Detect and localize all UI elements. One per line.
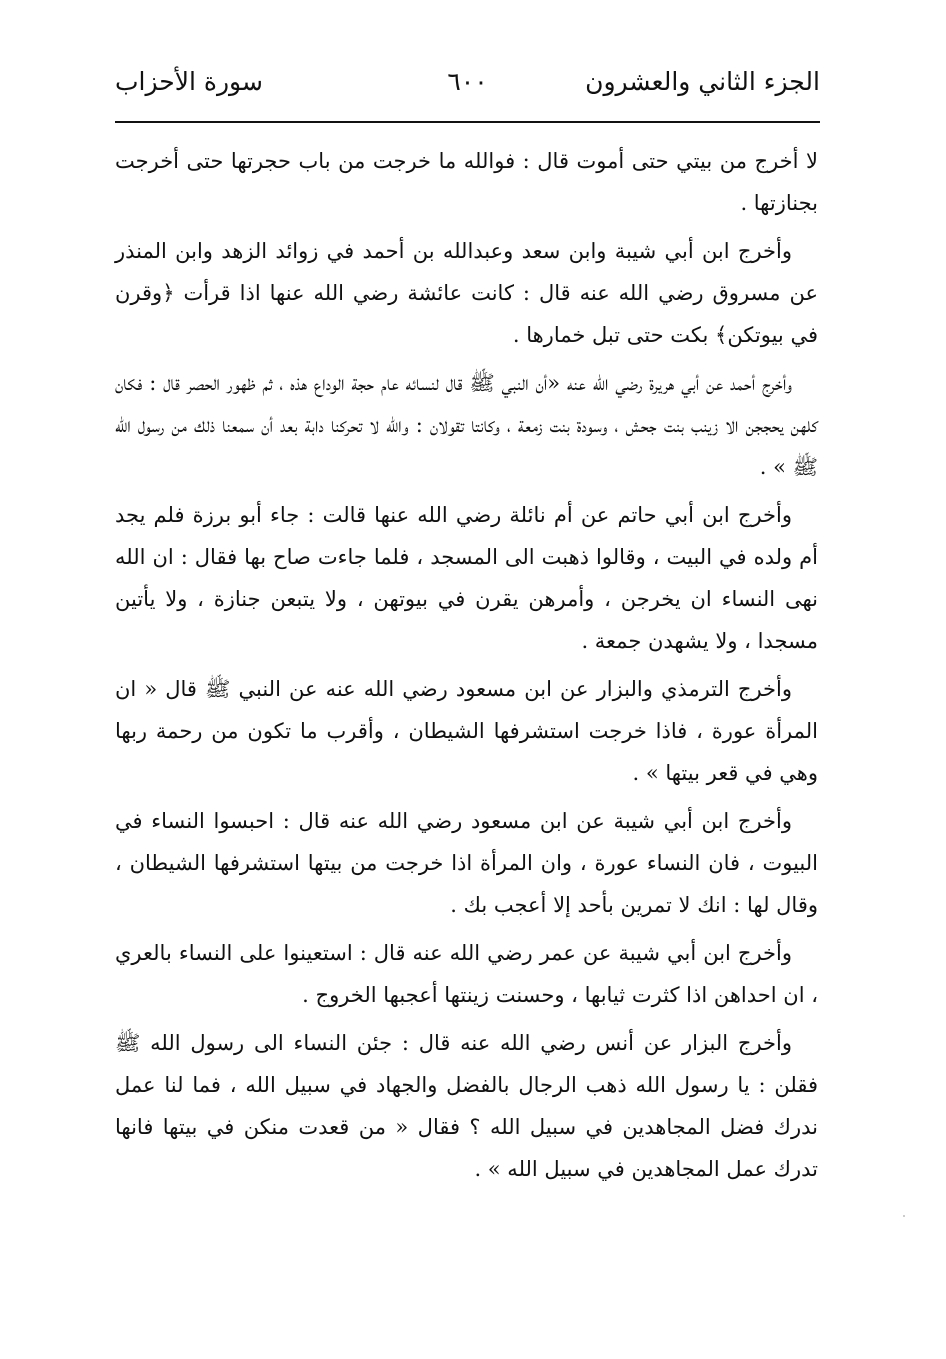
surah-title: سورة الأحزاب — [115, 67, 263, 96]
header-divider — [115, 121, 820, 123]
part-title: الجزء الثاني والعشرون — [585, 67, 820, 96]
paragraph: وأخرج ابن أبي شيبة عن ابن مسعود رضي الله عنه قال : احبسوا النساء في البيوت ، فان النساء عورة ، وان المرأة اذا خرجت من بيتها استشرفها الشيطان ، وقال لها : انك لا تمرين بأحد إلا أعجب بك . — [115, 809, 818, 917]
paragraph: وأخرج أحمد عن أبي هريرة رضي الله عنه «أن النبي ﷺ قال لنسائه عام حجة الوداع هذه ، ثم ظهور الحصر قال : فكان كلهن يحججن الا زينب بنت جحش ، وسودة بنت زمعة ، وكانتا تقولان : والله لا تحركنا دابة بعد أن سمعنا ذلك من رسول الله ﷺ » . — [115, 371, 818, 479]
paragraph: وأخرج البزار عن أنس رضي الله عنه قال : جئن النساء الى رسول الله ﷺ فقلن : يا رسول الله ذهب الرجال بالفضل والجهاد في سبيل الله ، فما لنا عمل ندرك فضل المجاهدين في سبيل الله ؟ فقال « من قعدت منكن في بيتها فانها تدرك عمل المجاهدين في سبيل الله » . — [115, 1031, 818, 1181]
scan-speck — [903, 1215, 905, 1217]
paragraph: وأخرج ابن أبي شيبة عن عمر رضي الله عنه قال : استعينوا على النساء بالعري ، ان احداهن اذا كثرت ثيابها ، وحسنت زينتها أعجبها الخروج . — [115, 941, 818, 1007]
page-number: ٦٠٠ — [447, 67, 488, 96]
running-header — [115, 62, 820, 106]
paragraph: وأخرج ابن أبي حاتم عن أم نائلة رضي الله عنها قالت : جاء أبو برزة فلم يجد أم ولده في البيت ، وقالوا ذهبت الى المسجد ، فلما جاءت صاح بها فقال : ان الله نهى النساء ان يخرجن ، وأمرهن يقرن في بيوتهن ، ولا يتبعن جنازة ، ولا يأتين مسجدا ، ولا يشهدن جمعة . — [115, 503, 818, 653]
paragraph: لا أخرج من بيتي حتى أموت قال : فوالله ما خرجت من باب حجرتها حتى أخرجت بجنازتها . — [115, 149, 818, 215]
paragraph: وأخرج الترمذي والبزار عن ابن مسعود رضي الله عنه عن النبي ﷺ قال « ان المرأة عورة ، فاذا خرجت استشرفها الشيطان ، وأقرب ما تكون من رحمة ربها وهي في قعر بيتها » . — [115, 677, 818, 785]
page-body — [115, 140, 818, 1196]
paragraph: وأخرج ابن أبي شيبة وابن سعد وعبدالله بن أحمد في زوائد الزهد وابن المنذر عن مسروق رضي الله عنه قال : كانت عائشة رضي الله عنها اذا قرأت ﴿وقرن في بيوتكن﴾ بكت حتى تبل خمارها . — [115, 239, 818, 347]
